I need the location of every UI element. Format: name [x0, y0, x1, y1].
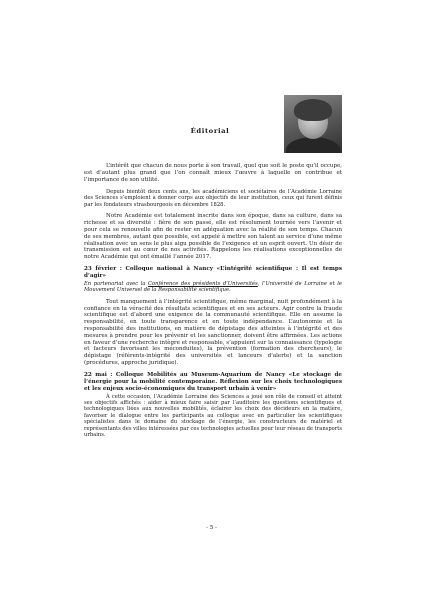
intro-paragraph-3: Notre Académie est totalement inscrite dans son époque, dans sa culture, dans sa richesse et sa diversité : fière de son passé, elle est résolument tournée vers l’avenir et pour cela se renouvelle afin de rester en adéquation avec la réalité de son temps. Chacun de ses membres, autant que possible, est appelé à mettre son talent au service d’une même réalisation avec un sens le plus aigu possible de l’exigence et un esprit ouvert. Un désir de transmission est au cœur de nos activités. Rappelons les réalisations exceptionnelles de notre Académie qui ont émaillé l’année 2017. [84, 213, 342, 261]
event-1-partners-rest: , l’Université de Lorraine et le Mouvement Universel de la Responsabilité scientifique. [84, 280, 342, 294]
portrait-hair [294, 99, 332, 121]
author-portrait-photo [284, 95, 342, 153]
event-1-partners [84, 281, 342, 293]
intro-paragraph-2: Depuis bientôt deux cents ans, les académiciens et sociétaires de l’Académie Lorraine des Sciences s’emploient à donner corps aux objectifs de leur institution, ceux qui furent définis par les fondateurs strasbourgeois en décembre 1828. [84, 188, 342, 208]
article-body [84, 163, 342, 444]
portrait-shoulders [286, 137, 340, 153]
event-2-heading: 22 mai : Colloque Mobilités au Museum-Aquarium de Nancy «Le stockage de l’énergie pour la mobilité contemporaine. Réflexion sur les choix technologiques et les enjeux socio-économiques du transport urbain à venir» [84, 372, 342, 392]
intro-paragraph-1: L’intérêt que chacun de nous porte à son travail, quel que soit le poste qu’il occupe, est d’autant plus grand que l’on connaît mieux l’œuvre à laquelle on contribue et l’importance de son utilité. [84, 163, 342, 183]
event-1-partners-link[interactable]: Conférence des présidents d’Universités [148, 280, 258, 287]
event-1-heading: 23 février : Colloque national à Nancy «L’intégrité scientifique : Il est temps d’agir» [84, 266, 342, 280]
event-1-partners-prefix: En partenariat avec la [84, 280, 149, 287]
event-1-body: Tout manquement à l’intégrité scientifique, même marginal, nuit profondément à la confiance en la véracité des résultats scientifiques et en ses acteurs. Agir contre la fraude scientifique est d’abord une exigence de la communauté scientifique. Elle en assume la responsabilité, en toute transparence et en toute indépendance. L’autonomie et la responsabilité des institutions, en matière de dépistage des atteintes à l’intégrité et des mesures à prendre pour les prévenir et les sanctionner, doivent être affirmées. Les actions en faveur d’une recherche intègre et responsable, s’appuient sur la connaissance (typologie et facteurs favorisant les méconduites), la prévention (formation des chercheurs), le dépistage (référents-intégrité des universités et lanceurs d’alerte) et la sanction (procédures, approche juridique). [84, 298, 342, 366]
page-number: - 5 - [206, 525, 217, 531]
editorial-title: Éditorial [190, 127, 230, 135]
event-2-body: À cette occasion, l’Académie Lorraine des Sciences a joué son rôle de conseil et atteint ses objectifs affichés : aider à mieux faire saisir par l’auditoire les questions scientifiques et technologiques liées aux nouvelles mobilités, éclairer les choix des décideurs en la matière, favoriser le dialogue entre les participants au colloque avec en particulier les scientifiques spécialistes dans le domaine du stockage de l’énergie, les constructeurs de matériel et représentants des villes intéressées par ces technologies actuelles pour leur réseau de transports urbains. [84, 393, 342, 438]
